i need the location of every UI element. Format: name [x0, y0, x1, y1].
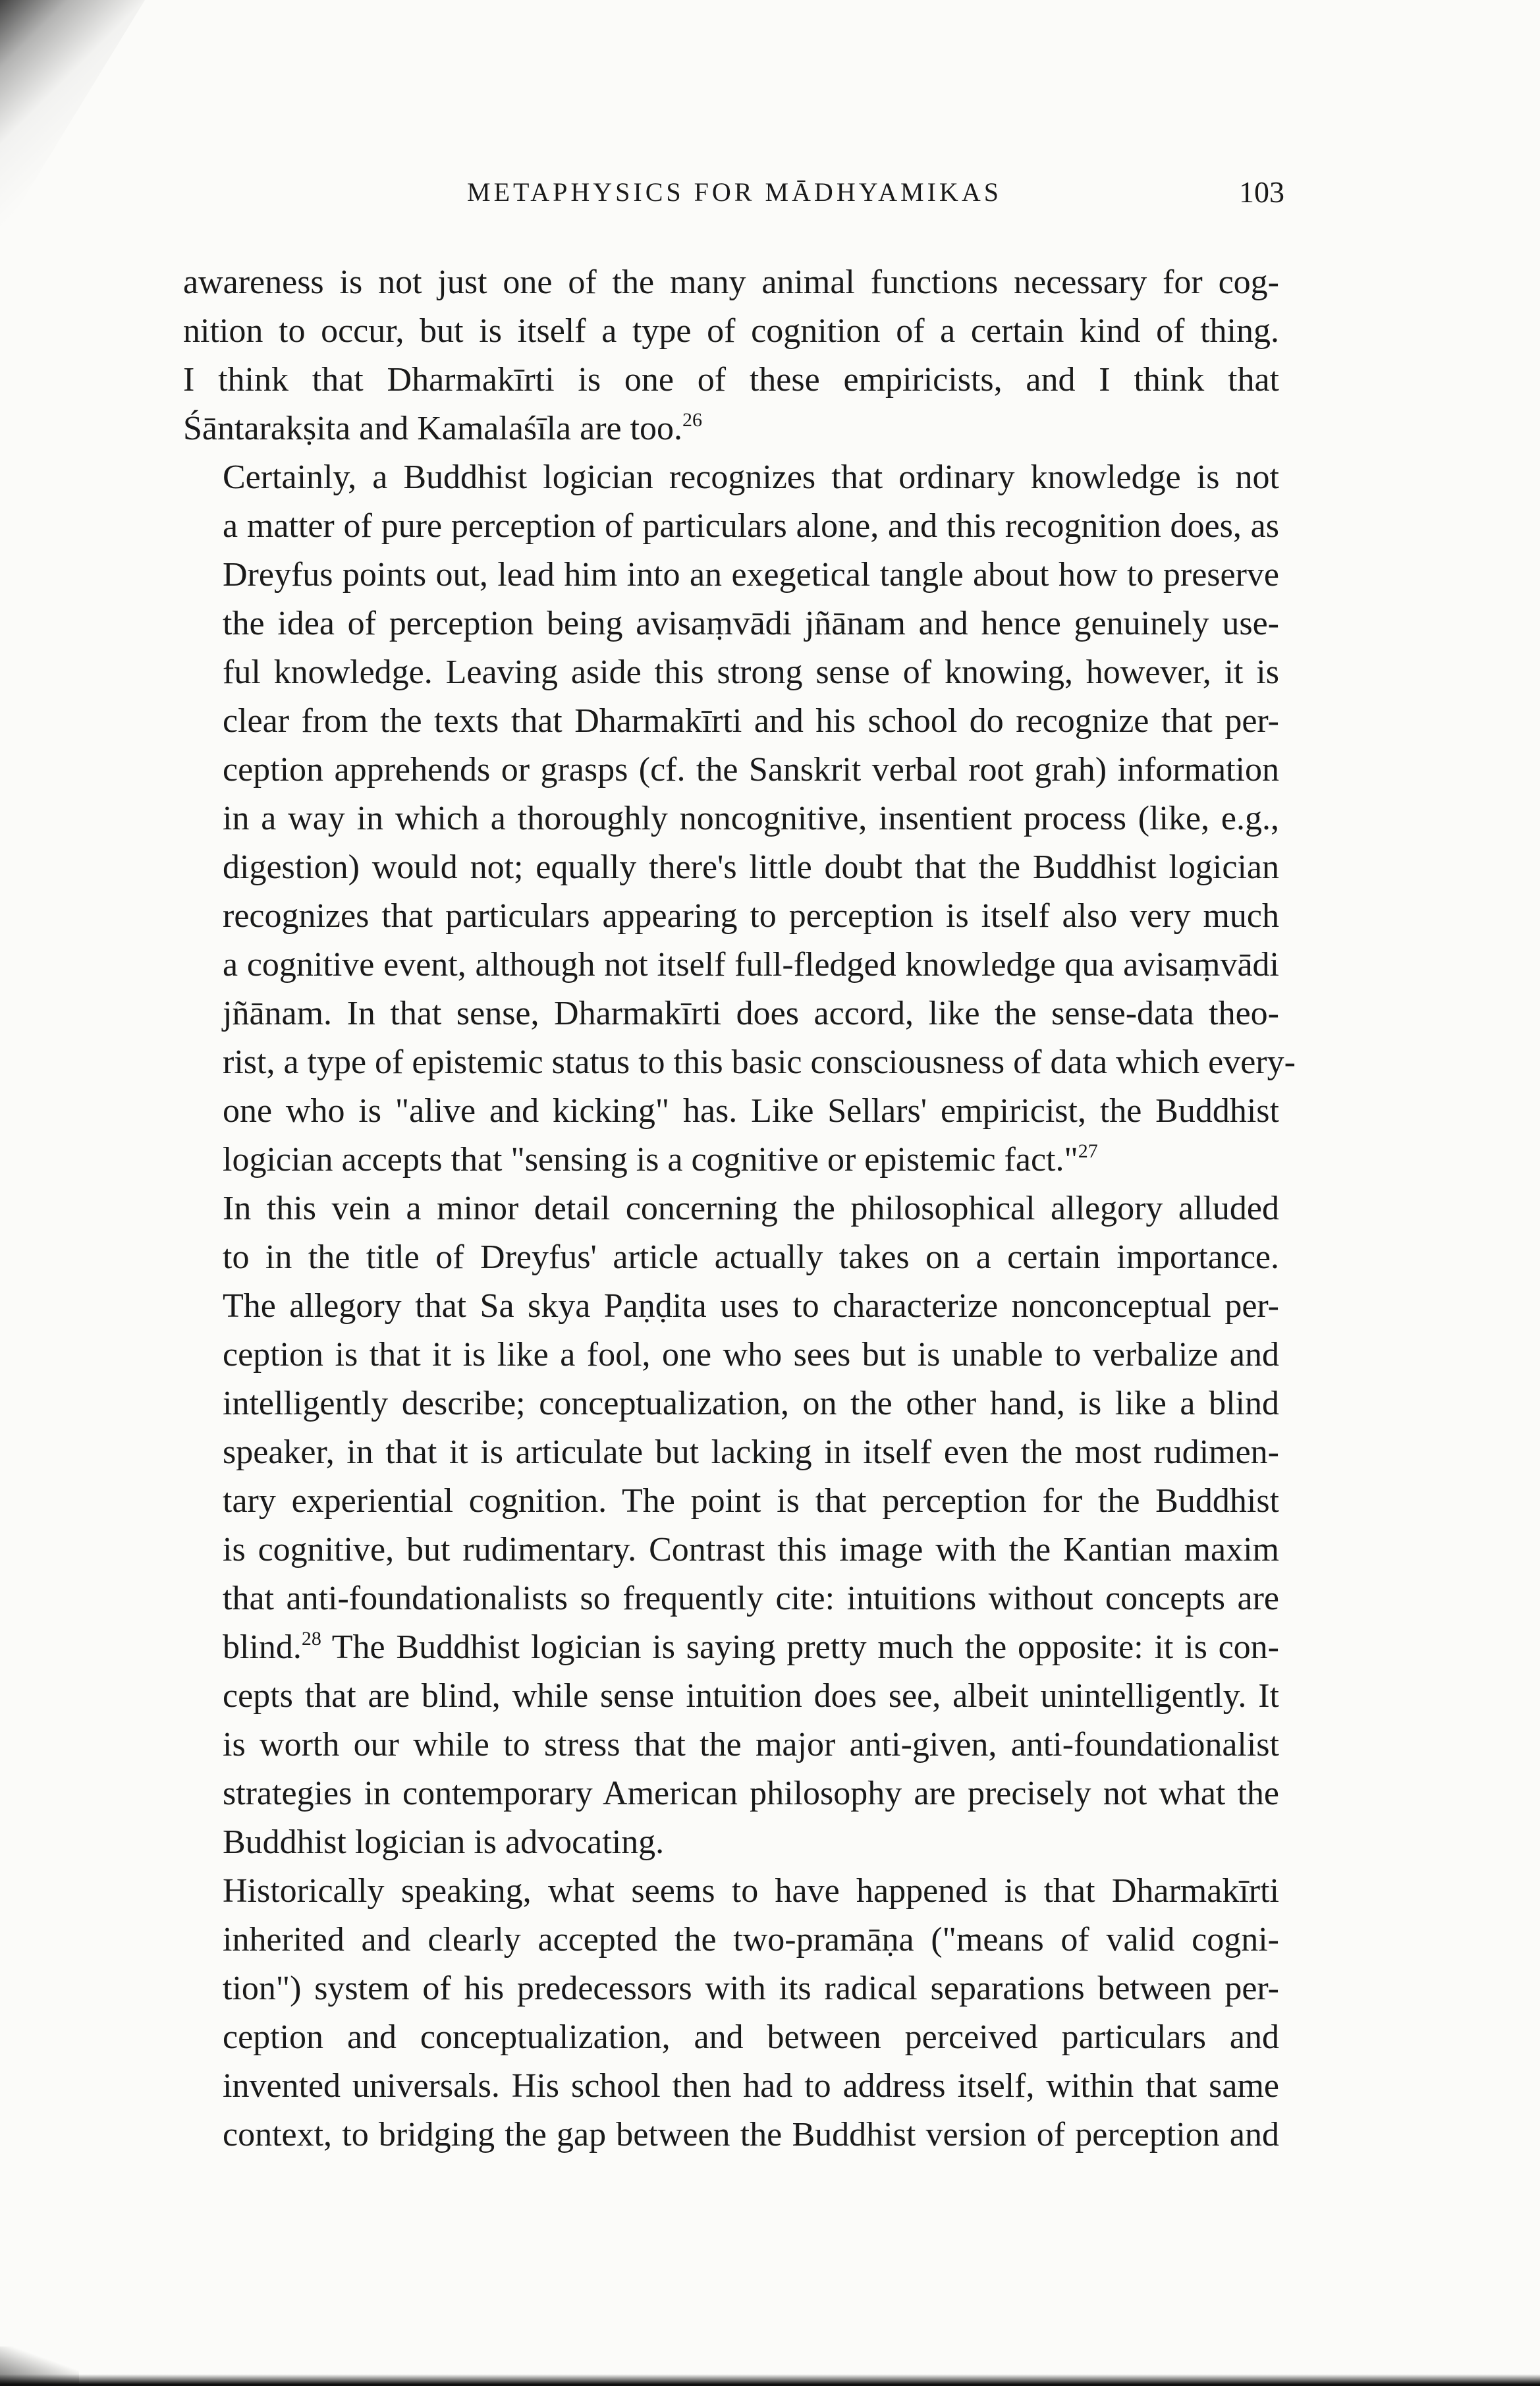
footnote-ref: 26 [682, 409, 703, 431]
text-line [183, 1623, 1279, 1672]
text-line: strategies in contemporary American philosophy are precisely not what the [223, 1775, 1279, 1812]
text-line-content: logician accepts that "sensing is a cognitive or epistemic fact." [223, 1141, 1078, 1179]
text-line-content: blind. [223, 1628, 302, 1666]
text-line: I think that Dharmakīrti is one of these empiricists, and I think that [183, 361, 1279, 399]
paragraph-1 [183, 258, 1279, 453]
text-line: ception and conceptualization, and between perceived particulars and [223, 2018, 1279, 2056]
text-line: rist, a type of epistemic status to this basic consciousness of data which every- [223, 1043, 1296, 1081]
text-line-content: The Buddhist logician is saying pretty much the opposite: it is con- [331, 1628, 1280, 1666]
text-line: Certainly, a Buddhist logician recognizes that ordinary knowledge is not [223, 458, 1279, 496]
text-line: a matter of pure perception of particulars alone, and this recognition does, as [223, 507, 1279, 545]
text-line: the idea of perception being avisaṃvādi jñānam and hence genuinely use- [223, 605, 1279, 642]
text-line: awareness is not just one of the many animal functions necessary for cog- [183, 264, 1279, 301]
text-line: that anti-foundationalists so frequently cite: intuitions without concepts are [223, 1580, 1279, 1617]
text-line: In this vein a minor detail concerning the philosophical allegory alluded [223, 1190, 1279, 1227]
text-line: recognizes that particulars appearing to perception is itself also very much [223, 897, 1279, 935]
text-line: speaker, in that it is articulate but lacking in itself even the most rudimen- [223, 1433, 1279, 1471]
text-line: clear from the texts that Dharmakīrti and his school do recognize that per- [223, 702, 1279, 740]
text-line: nition to occur, but is itself a type of cognition of a certain kind of thing. [183, 312, 1279, 350]
text-line: ception apprehends or grasps (cf. the Sanskrit verbal root grah) information [223, 751, 1279, 789]
text-line: Historically speaking, what seems to have happened is that Dharmakīrti [223, 1872, 1279, 1910]
text-line: one who is "alive and kicking" has. Like Sellars' empiricist, the Buddhist [223, 1092, 1279, 1130]
text-line: Dreyfus points out, lead him into an exegetical tangle about how to preserve [223, 556, 1279, 594]
text-line: The allegory that Sa skya Paṇḍita uses to characterize nonconceptual per- [223, 1287, 1279, 1325]
text-line-content: Śāntarakṣita and Kamalaśīla are too. [183, 410, 683, 447]
body-text [183, 258, 1296, 2159]
paragraph-4 [183, 1867, 1279, 2159]
text-line: in a way in which a thoroughly noncognitive, insentient process (like, e.g., [223, 800, 1279, 837]
text-line: to in the title of Dreyfus' article actually takes on a certain importance. [223, 1238, 1279, 1276]
footnote-ref: 28 [301, 1628, 321, 1650]
running-title: METAPHYSICS FOR MĀDHYAMIKAS [467, 177, 1002, 207]
footnote-ref: 27 [1078, 1140, 1098, 1162]
paragraph-2 [183, 453, 1296, 1184]
text-line: intelligently describe; conceptualization, on the other hand, is like a blind [223, 1385, 1279, 1422]
page-number: 103 [1239, 175, 1284, 209]
scan-bottom-edge [0, 2374, 1540, 2386]
text-line: is worth our while to stress that the major anti-given, anti-foundationalist [223, 1726, 1279, 1763]
text-line: invented universals. His school then had to address itself, within that same [223, 2067, 1279, 2105]
scan-corner-shadow [0, 0, 145, 237]
text-line: ception is that it is like a fool, one who sees but is unable to verbalize and [223, 1336, 1279, 1373]
running-head [184, 173, 1284, 212]
text-line: tary experiential cognition. The point is that perception for the Buddhist [223, 1482, 1279, 1520]
text-line [183, 1136, 1279, 1184]
text-line: jñānam. In that sense, Dharmakīrti does accord, like the sense-data theo- [223, 995, 1279, 1032]
text-line: inherited and clearly accepted the two-pramāṇa ("means of valid cogni- [223, 1921, 1279, 1958]
text-line: is cognitive, but rudimentary. Contrast this image with the Kantian maxim [223, 1531, 1279, 1568]
text-line: digestion) would not; equally there's little doubt that the Buddhist logician [223, 848, 1279, 886]
text-line: context, to bridging the gap between the Buddhist version of perception and [223, 2116, 1279, 2153]
text-line: tion") system of his predecessors with its radical separations between per- [223, 1970, 1279, 2007]
text-line: a cognitive event, although not itself full-fledged knowledge qua avisaṃvādi [223, 946, 1279, 984]
text-line: ful knowledge. Leaving aside this strong sense of knowing, however, it is [223, 653, 1279, 691]
text-line: cepts that are blind, while sense intuition does see, albeit unintelligently. It [223, 1677, 1279, 1715]
text-line: Buddhist logician is advocating. [223, 1823, 665, 1861]
text-line [183, 404, 1279, 453]
paragraph-3 [183, 1184, 1279, 1867]
